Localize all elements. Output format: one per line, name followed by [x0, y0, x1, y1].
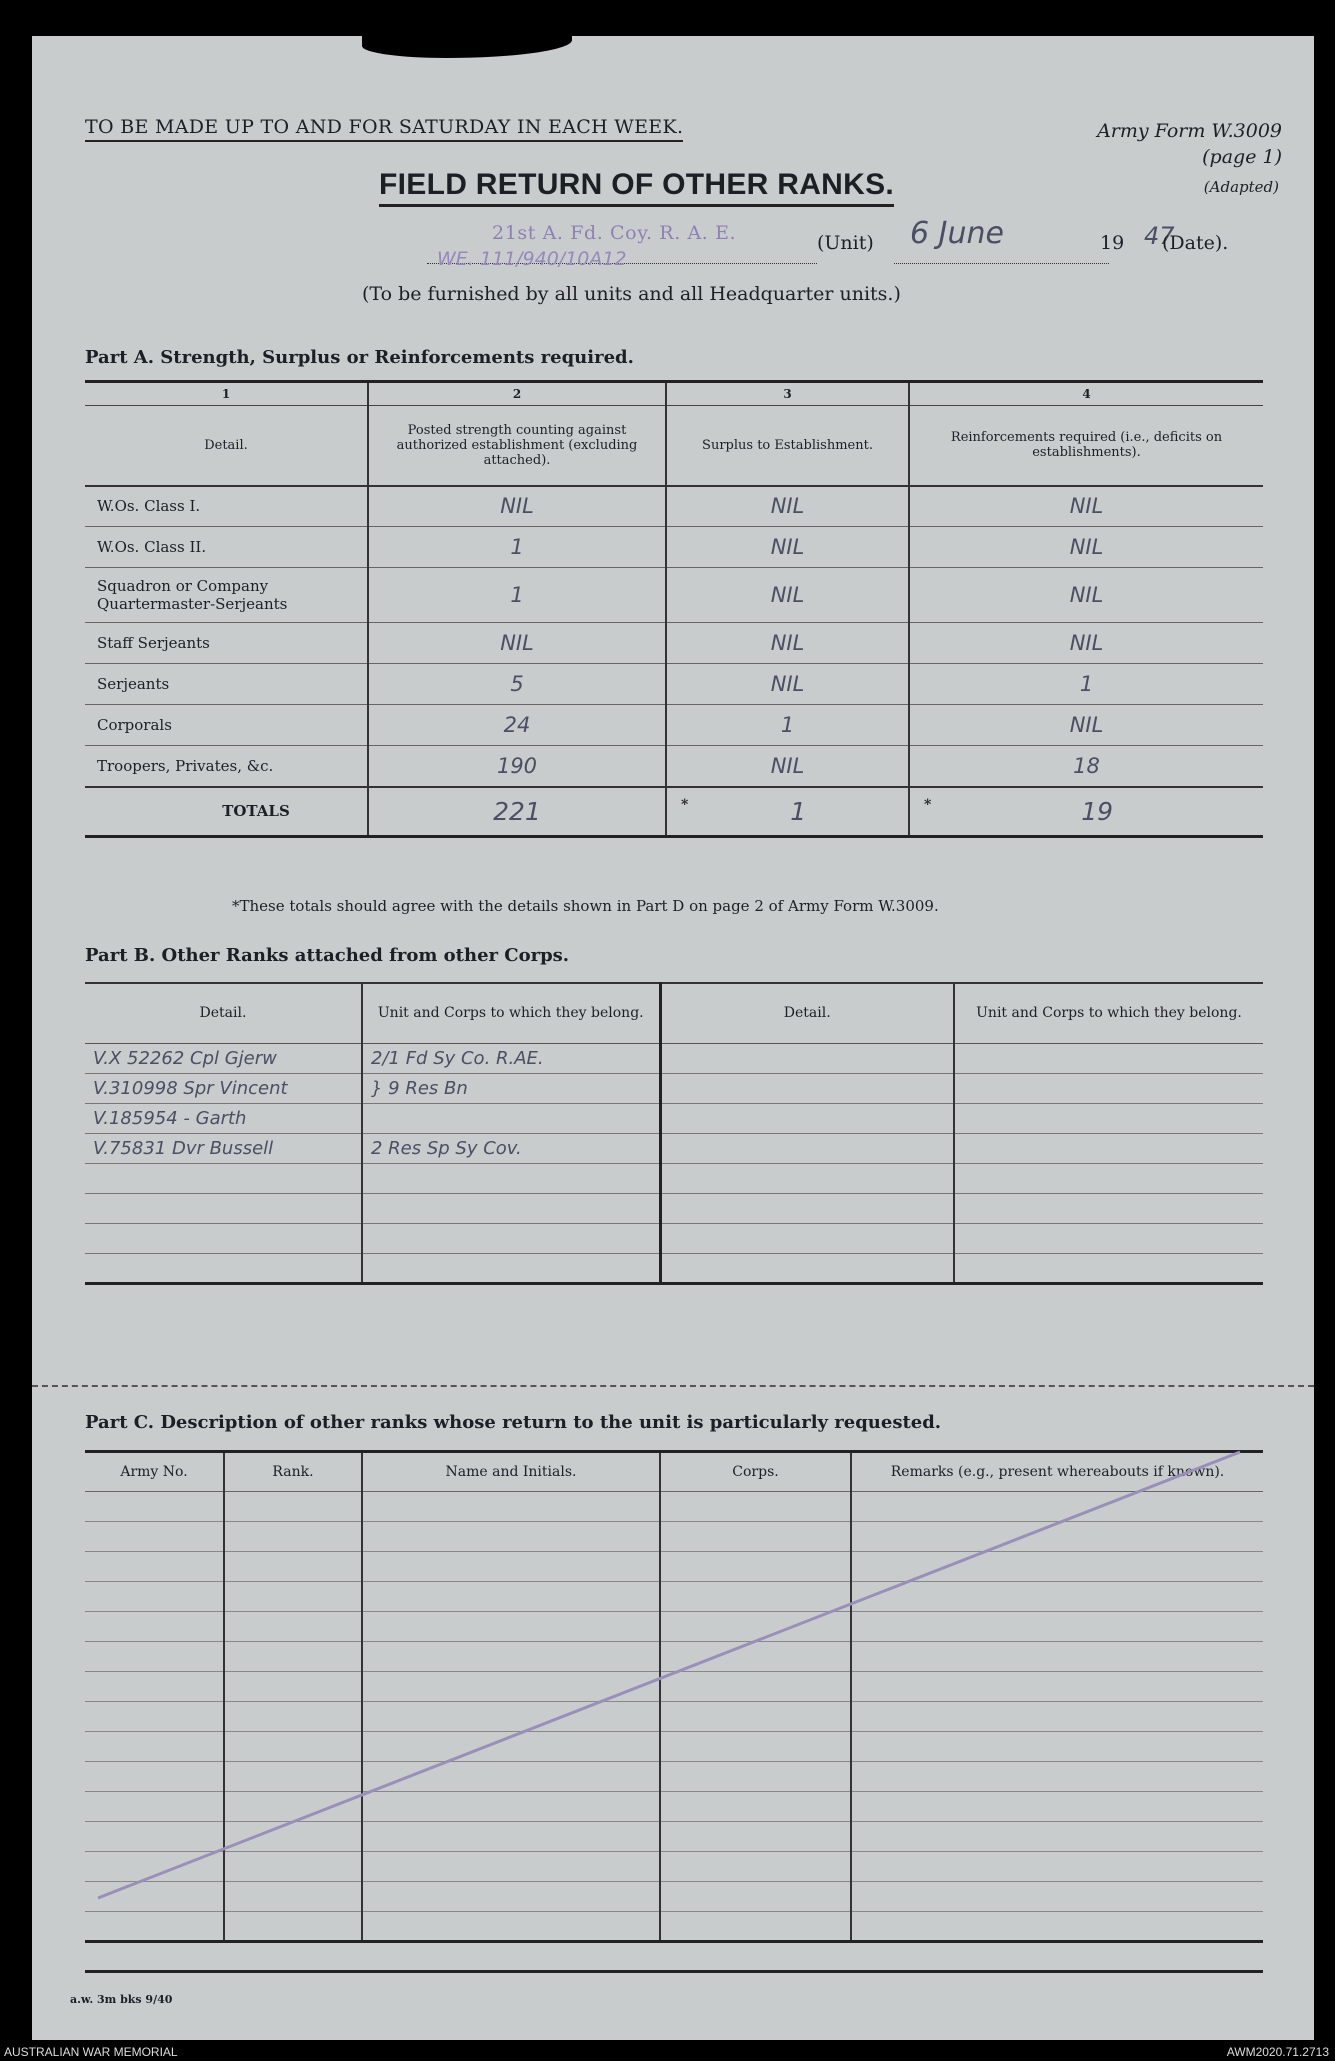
- furnished-note: (To be furnished by all units and all Headquarter units.): [362, 283, 901, 305]
- page-title: FIELD RETURN OF OTHER RANKS.: [379, 168, 894, 207]
- column-number: 2: [368, 382, 666, 406]
- row-detail: Staff Serjeants: [85, 623, 368, 664]
- top-note: TO BE MADE UP TO AND FOR SATURDAY IN EACH WEEK.: [85, 116, 683, 142]
- posted-value: NIL: [368, 623, 666, 664]
- column-header-army-no: Army No.: [85, 1452, 224, 1492]
- surplus-value: NIL: [666, 623, 909, 664]
- surplus-value: NIL: [666, 746, 909, 787]
- posted-value: 24: [368, 705, 666, 746]
- column-header-unit-corps: Unit and Corps to which they belong.: [362, 983, 660, 1043]
- column-number: 4: [909, 382, 1263, 406]
- attached-detail: V.310998 Spr Vincent: [85, 1073, 362, 1103]
- row-detail: Squadron or Company Quartermaster-Serjeants: [85, 568, 368, 623]
- column-number: 3: [666, 382, 909, 406]
- row-detail: W.Os. Class I.: [85, 486, 368, 527]
- reinforcement-value: NIL: [909, 705, 1263, 746]
- attached-unit: 2/1 Fd Sy Co. R.AE.: [362, 1043, 660, 1073]
- date-handwritten: 6 June: [910, 216, 1004, 251]
- year-handwritten: 47: [1144, 222, 1175, 250]
- year-prefix: 19: [1100, 232, 1125, 254]
- column-header-reinforcements: Reinforcements required (i.e., deficits on establishments).: [909, 406, 1263, 486]
- attached-detail: V.X 52262 Cpl Gjerw: [85, 1043, 362, 1073]
- total-posted: 221: [368, 787, 666, 837]
- totals-footnote: *These totals should agree with the details shown in Part D on page 2 of Army Form W.3009.: [232, 897, 939, 915]
- adapted-note: (Adapted): [1203, 178, 1279, 196]
- reinforcement-value: 1: [909, 664, 1263, 705]
- reinforcement-value: NIL: [909, 623, 1263, 664]
- totals-label: TOTALS: [85, 787, 368, 837]
- column-header-unit-corps: Unit and Corps to which they belong.: [954, 983, 1263, 1043]
- part-b-heading: Part B. Other Ranks attached from other Corps.: [85, 945, 570, 966]
- date-label: (Date).: [1162, 232, 1229, 254]
- form-sheet: [32, 36, 1314, 2040]
- total-surplus: 1: [790, 796, 807, 826]
- column-header-detail: Detail.: [85, 406, 368, 486]
- printer-code: a.w. 3m bks 9/40: [70, 1993, 173, 2006]
- page-ref: (page 1): [1202, 146, 1282, 168]
- part-a-heading: Part A. Strength, Surplus or Reinforcements required.: [85, 347, 634, 368]
- surplus-value: NIL: [666, 486, 909, 527]
- asterisk-mark: *: [681, 796, 689, 813]
- column-header-rank: Rank.: [224, 1452, 362, 1492]
- column-header-posted: Posted strength counting against authorized establishment (excluding attached).: [368, 406, 666, 486]
- attached-detail: V.185954 - Garth: [85, 1103, 362, 1133]
- posted-value: 5: [368, 664, 666, 705]
- row-detail: Serjeants: [85, 664, 368, 705]
- part-c-heading: Part C. Description of other ranks whose return to the unit is particularly requested.: [85, 1412, 942, 1433]
- column-header-surplus: Surplus to Establishment.: [666, 406, 909, 486]
- unit-label: (Unit): [817, 232, 874, 254]
- we-stamp: WE. 111/940/10A12: [437, 248, 627, 270]
- total-reinforcement: 19: [1081, 796, 1114, 826]
- asterisk-mark: *: [924, 796, 932, 813]
- row-detail: Troopers, Privates, &c.: [85, 746, 368, 787]
- archive-caption-bar: [0, 2040, 1335, 2061]
- reinforcement-value: 18: [909, 746, 1263, 787]
- attached-unit: } 9 Res Bn: [362, 1073, 660, 1103]
- unit-stamp: 21st A. Fd. Coy. R. A. E.: [492, 222, 737, 244]
- reinforcement-value: NIL: [909, 486, 1263, 527]
- reinforcement-value: NIL: [909, 568, 1263, 623]
- form-number: Army Form W.3009: [1097, 120, 1282, 142]
- attached-unit: 2 Res Sp Sy Cov.: [362, 1133, 660, 1163]
- column-header-detail: Detail.: [660, 983, 954, 1043]
- row-detail: W.Os. Class II.: [85, 527, 368, 568]
- surplus-value: 1: [666, 705, 909, 746]
- diagonal-strike-line: [32, 36, 1314, 2040]
- posted-value: 190: [368, 746, 666, 787]
- surplus-value: NIL: [666, 568, 909, 623]
- posted-value: 1: [368, 568, 666, 623]
- column-number: 1: [85, 382, 368, 406]
- reinforcement-value: NIL: [909, 527, 1263, 568]
- row-detail: Corporals: [85, 705, 368, 746]
- surplus-value: NIL: [666, 527, 909, 568]
- column-header-detail: Detail.: [85, 983, 362, 1043]
- archive-id: AWM2020.71.2713: [1226, 2045, 1329, 2059]
- surplus-value: NIL: [666, 664, 909, 705]
- column-header-remarks: Remarks (e.g., present whereabouts if known).: [851, 1452, 1263, 1492]
- attached-detail: V.75831 Dvr Bussell: [85, 1133, 362, 1163]
- column-header-name: Name and Initials.: [362, 1452, 660, 1492]
- column-header-corps: Corps.: [660, 1452, 851, 1492]
- posted-value: 1: [368, 527, 666, 568]
- archive-source: AUSTRALIAN WAR MEMORIAL: [4, 2045, 178, 2059]
- posted-value: NIL: [368, 486, 666, 527]
